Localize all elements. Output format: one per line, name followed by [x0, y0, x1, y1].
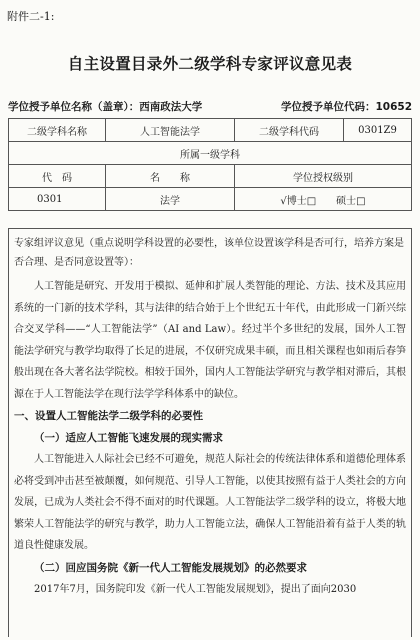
table-cell: 0301 [9, 188, 106, 211]
attachment-label: 附件二-1: [7, 10, 55, 23]
page-title: 自主设置目录外二级学科专家评议意见表 [67, 55, 353, 73]
unit-code-label: 学位授予单位代码：10652 [280, 101, 412, 113]
table-cell: 名 称 [106, 165, 235, 188]
table-cell: 所属一级学科 [9, 142, 412, 165]
table-cell: √博士□ 硕士□ [235, 188, 412, 211]
paragraph: 2017年7月，国务院印发《新一代人工智能发展规划》，提出了面向2030 [34, 583, 357, 595]
table-cell: 学位授权级别 [235, 165, 412, 188]
unit-name-label: 学位授予单位名称（盖章）：西南政法大学 [8, 101, 203, 113]
subsection-heading: （二）回应国务院《新一代人工智能发展规划》的必然要求 [34, 561, 307, 574]
review-opinion-box [8, 228, 412, 637]
subject-info-table [8, 118, 412, 211]
table-cell: 0301Z9 [344, 119, 412, 142]
table-row [9, 142, 412, 165]
subsection-heading: （一）适应人工智能飞速发展的现实需求 [34, 432, 223, 444]
paragraph: 人工智能是研究、开发用于模拟、延伸和扩展人类智能的理论、方法、技术及其应用系统的一门新的技术学科，其与法律的结合始于上个世纪五十年代，由此形成一门新兴综合交叉学科——“人工智能法学”（AI and Law）。经过半个多世纪的发展，国外人工智能法学研究与教学均取得了长足的进展，不仅研究成果丰硕，而且相关课程也如雨后春笋般出现在各大著名法学院校。相较于国外，国内人工智能法学研究与教学相对滞后，其根源在于人工智能法学在现行法学学科体系中的缺位。 [14, 281, 406, 400]
unit-info-line [8, 99, 412, 114]
table-row [9, 188, 412, 211]
table-cell: 二级学科代码 [235, 119, 344, 142]
table-cell: 代 码 [9, 165, 106, 188]
section-heading: 一、设置人工智能法学二级学科的必要性 [14, 410, 203, 422]
table-cell: 人工智能法学 [106, 119, 235, 142]
table-row [9, 165, 412, 188]
paragraph: 人工智能进入人际社会已经不可避免，规范人际社会的传统法律体系和道德伦理体系必将受到冲击甚至被颠覆，如何规范、引导人工智能，以使其按照有益于人类社会的方向发展，已成为人类社会不得不面对的时代课题。人工智能法学二级学科的设立，将极大地繁荣人工智能法学的研究与教学，助力人工智能立法，确保人工智能沿着有益于人类的轨道良性健康发展。 [14, 454, 406, 551]
table-row [9, 119, 412, 142]
table-cell: 法学 [106, 188, 235, 211]
table-cell: 二级学科名称 [9, 119, 106, 142]
review-intro: 专家组评议意见（重点说明学科设置的必要性，该单位设置该学科是否可行，培养方案是否合理、是否同意设置等）： [14, 238, 404, 268]
